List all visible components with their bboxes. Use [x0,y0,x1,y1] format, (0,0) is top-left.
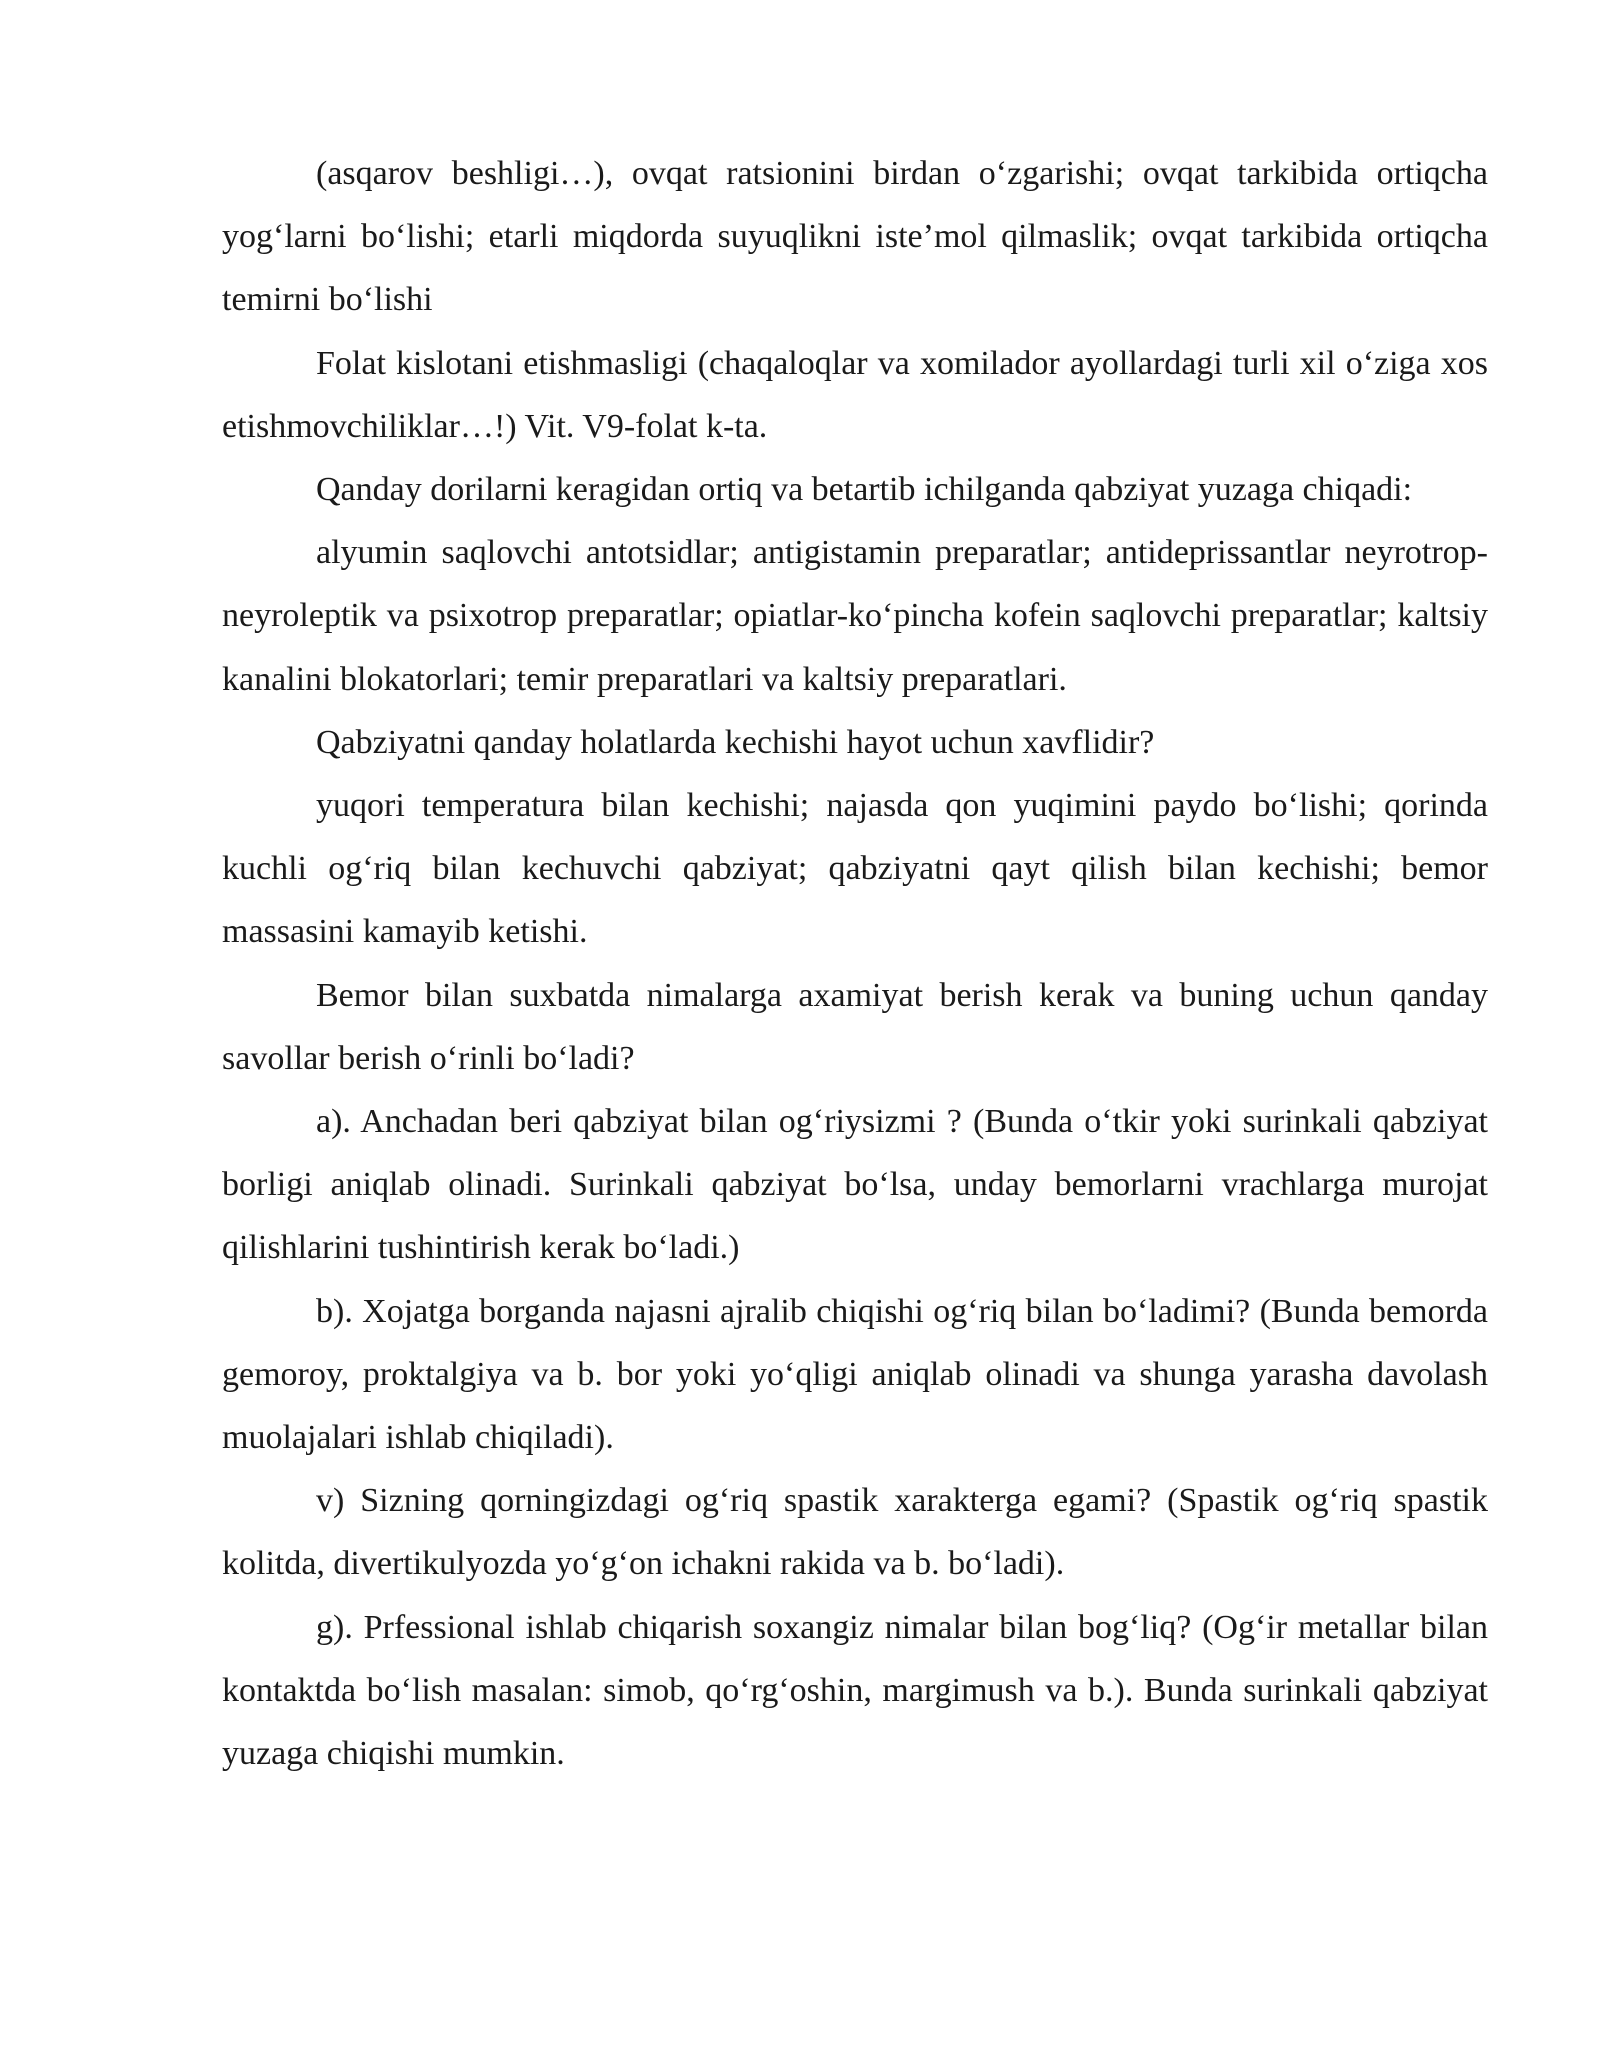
paragraph-danger-question: Qabziyatni qanday holatlarda kechishi hayot uchun xavflidir? [316,723,1155,761]
document-page [222,142,1488,1785]
paragraph-folate-deficiency: Folat kislotani etishmasligi (chaqaloqlar va xomilador ayollardagi turli xil o‘ziga xos etishmovchiliklar…!) Vit. V9-folat k-ta. [222,344,1488,445]
paragraph-drugs-question: Qanday dorilarni keragidan ortiq va betartib ichilganda qabziyat yuzaga chiqadi: [316,471,1413,509]
paragraph-question-a: a). Anchadan beri qabziyat bilan og‘riysizmi ? (Bunda o‘tkir yoki surinkali qabziyat borligi aniqlab olinadi. Surinkali qabziyat bo‘lsa, unday bemorlarni vrachlarga murojat qilishlarini tushintirish kerak bo‘ladi.) [222,1103,1488,1267]
paragraph-drugs-list: alyumin saqlovchi antotsidlar; antigistamin preparatlar; antideprissantlar neyrotrop-neyroleptik va psixotrop preparatlar; opiatlar-ko‘pincha kofein saqlovchi preparatlar; kaltsiy kanalini blokatorlari; temir preparatlari va kaltsiy preparatlari. [222,534,1488,698]
paragraph-interview-question: Bemor bilan suxbatda nimalarga axamiyat berish kerak va buning uchun qanday savollar berish o‘rinli bo‘ladi? [222,976,1488,1077]
paragraph-danger-signs: yuqori temperatura bilan kechishi; najasda qon yuqimini paydo bo‘lishi; qorinda kuchli og‘riq bilan kechuvchi qabziyat; qabziyatni qayt qilish bilan kechishi; bemor massasini kamayib ketishi. [222,787,1488,951]
paragraph-diet-causes: (asqarov beshligi…), ovqat ratsionini birdan o‘zgarishi; ovqat tarkibida ortiqcha yog‘larni bo‘lishi; etarli miqdorda suyuqlikni iste’mol qilmaslik; ovqat tarkibida ortiqcha temirni bo‘lishi [222,155,1488,319]
paragraph-question-g: g). Prfessional ishlab chiqarish soxangiz nimalar bilan bog‘liq? (Og‘ir metallar bilan kontaktda bo‘lish masalan: simob, qo‘rg‘oshin, margimush va b.). Bunda surinkali qabziyat yuzaga chiqishi mumkin. [222,1608,1488,1773]
paragraph-question-b: b). Xojatga borganda najasni ajralib chiqishi og‘riq bilan bo‘ladimi? (Bunda bemorda gemoroy, proktalgiya va b. bor yoki yo‘qligi aniqlab olinadi va shunga yarasha davolash muolajalari ishlab chiqiladi). [222,1292,1488,1457]
paragraph-question-v: v) Sizning qorningizdagi og‘riq spastik xarakterga egami? (Spastik og‘riq spastik kolitda, divertikulyozda yo‘g‘on ichakni rakida va b. bo‘ladi). [222,1482,1488,1583]
